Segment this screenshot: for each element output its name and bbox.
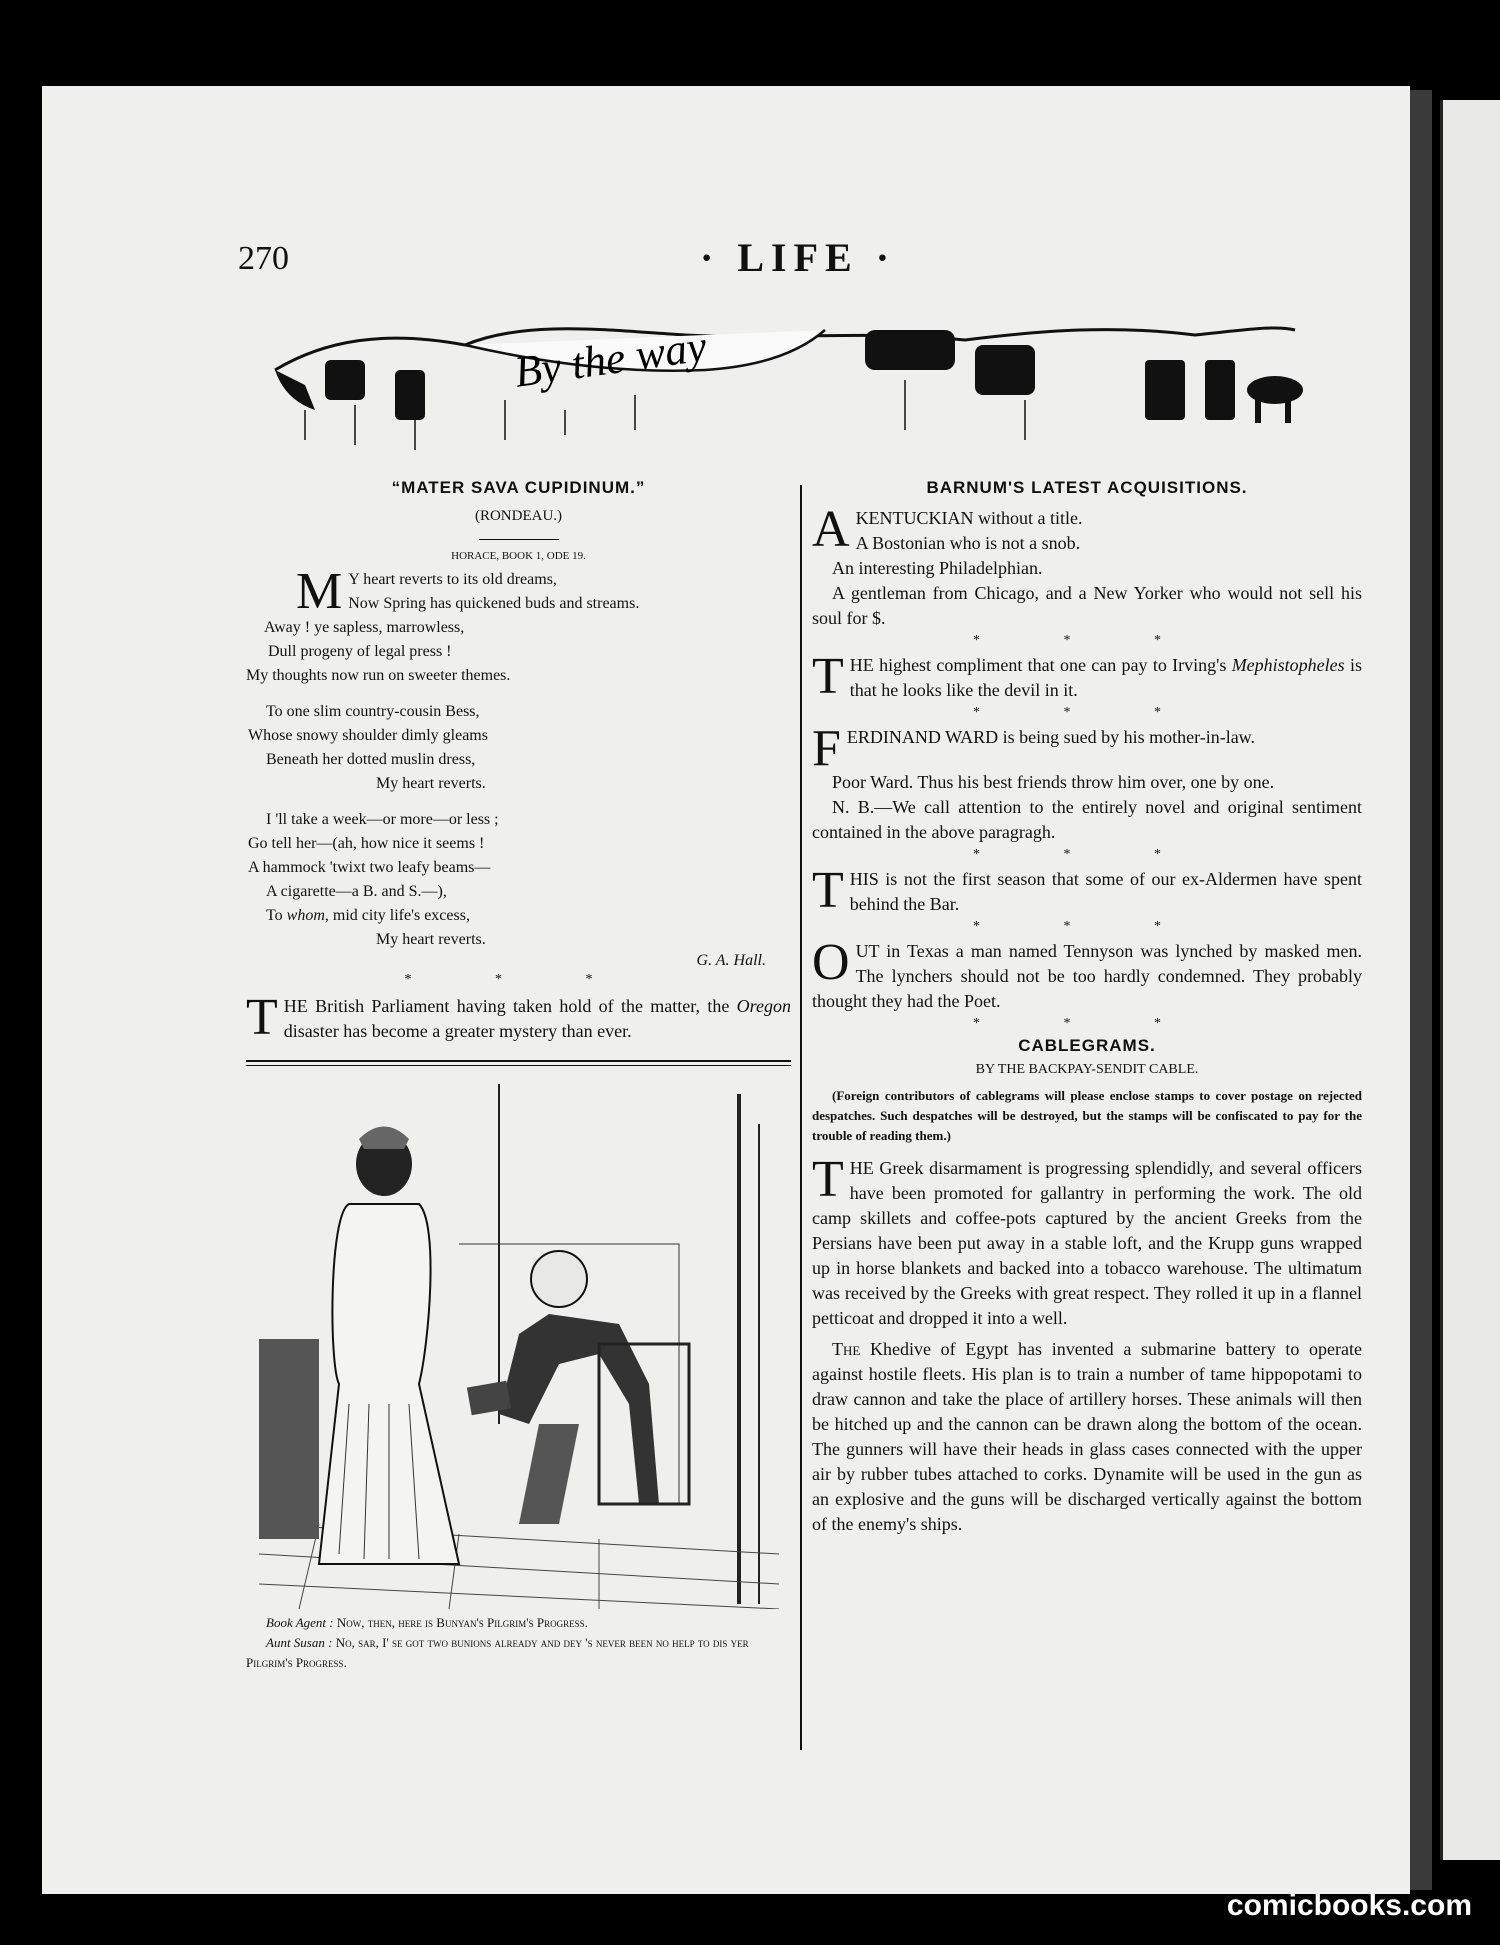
section-title-barnum: BARNUM'S LATEST ACQUISITIONS. <box>926 478 1248 497</box>
drop-cap: T <box>812 1151 844 1208</box>
caption-speaker: Aunt Susan : <box>266 1635 333 1650</box>
poem-attribution: HORACE, BOOK 1, ODE 19. <box>451 550 586 562</box>
page-gutter <box>1410 90 1432 1890</box>
caption-line-2 <box>246 1633 791 1673</box>
cartoon-caption <box>246 1613 791 1673</box>
poem-italic: whom <box>286 907 325 924</box>
paragraph-italic: Mephistopheles <box>1231 655 1345 675</box>
poem-line: My heart reverts. <box>376 931 486 948</box>
paragraph-text: UT in Texas a man named Tennyson was lynched by masked men. The lynchers should not be too hardly condemned. They probably thought they had the Poet. <box>812 941 1362 1011</box>
poem-line: To one slim country-cousin Bess, <box>266 703 480 720</box>
drop-cap: F <box>812 720 841 777</box>
drop-cap: A <box>812 501 850 558</box>
paragraph-text: disaster has become a greater mystery than ever. <box>283 1021 632 1041</box>
drop-cap: T <box>246 989 278 1046</box>
poem-text: , mid city life's excess, <box>324 907 470 924</box>
poem-line: Beneath her dotted muslin dress, <box>266 751 476 768</box>
section-title-cablegrams: CABLEGRAMS. <box>1018 1036 1156 1055</box>
poem-stanza-2 <box>246 700 791 796</box>
drop-cap: M <box>296 563 343 620</box>
paragraph-text: HE highest compliment that one can pay to Irving's <box>849 655 1232 675</box>
left-column <box>246 478 791 1673</box>
caption-line-1 <box>246 1613 791 1633</box>
poem-line: Now Spring has quickened buds and streams. <box>348 595 640 612</box>
section-stars: * * * <box>973 847 1201 862</box>
column-divider <box>800 485 802 1750</box>
barnum-line: A gentleman from Chicago, and a New Yorker who would not sell his soul for $. <box>812 583 1362 628</box>
poem-subtitle: (RONDEAU.) <box>474 508 563 524</box>
poem-line: Y heart reverts to its old dreams, <box>348 571 557 588</box>
facing-page-edge <box>1440 100 1500 1860</box>
paragraph-text: ERDINAND WARD is being sued by his mother-in-law. <box>846 727 1256 747</box>
banner-text: By the way <box>511 321 710 397</box>
cablegrams-subtitle: BY THE BACKPAY-SENDIT CABLE. <box>975 1062 1199 1077</box>
drop-cap: T <box>812 648 844 705</box>
poem-line: Away ! ye sapless, marrowless, <box>264 619 465 636</box>
poem-signature: G. A. Hall. <box>696 952 766 969</box>
paragraph-text: KENTUCKIAN without a title. <box>855 508 1083 528</box>
poem-line: A hammock 'twixt two leafy beams— <box>248 859 491 876</box>
section-stars: * * * <box>973 1016 1201 1031</box>
paragraph-text: is that he looks like the devil in it. <box>849 655 1362 700</box>
double-rule <box>246 1060 791 1066</box>
ward-paragraph <box>812 720 1362 777</box>
poem-text: To <box>266 907 287 924</box>
section-stars: * * * <box>973 919 1201 934</box>
section-stars: * * * <box>973 705 1201 720</box>
paragraph-text: Khedive of Egypt has invented a submarine battery to operate against hostile fleets. His plan is to train a number of tame hippopotami to draw cannon and take the place of artillery horses. These animals will then be hitched up and the cannon can be drawn along the bottom of the ocean. The gunners will have their heads in glass cases connected with the upper air by rubber tubes attached to corks. Dynamite will be used in the gun as an explosive and the guns will be discharged vertically against the bottom of the enemy's ships. <box>812 1339 1362 1534</box>
cartoon-illustration <box>259 1084 779 1609</box>
ward-line: Poor Ward. Thus his best friends throw him over, one by one. <box>832 772 1275 792</box>
drop-cap: O <box>812 934 850 991</box>
caption-text: No, sar, I' se got two bunions already and dey 's never been no help to dis yer Pilgrim's Progress. <box>246 1635 749 1670</box>
poem-title: “MATER SAVA CUPIDINUM.” <box>391 478 646 497</box>
khedive-paragraph <box>812 1337 1362 1537</box>
parliament-paragraph <box>246 989 791 1046</box>
page-number: 270 <box>238 240 289 277</box>
by-the-way-banner <box>265 300 1325 450</box>
section-stars: * * * <box>404 972 633 987</box>
drop-cap: T <box>812 862 844 919</box>
aldermen-paragraph <box>812 862 1362 919</box>
section-stars: * * * <box>973 633 1201 648</box>
ward-line: N. B.—We call attention to the entirely novel and original sentiment contained in the above paragragh. <box>812 797 1362 842</box>
paragraph-text: A Bostonian who is not a snob. <box>855 533 1081 553</box>
irving-paragraph <box>812 648 1362 705</box>
masthead: · LIFE · <box>700 235 897 280</box>
caption-speaker: Book Agent : <box>266 1615 334 1630</box>
paragraph-text: HIS is not the first season that some of our ex-Aldermen have spent behind the Bar. <box>849 869 1362 914</box>
watermark: comicbooks.com <box>1226 1889 1472 1922</box>
right-column <box>812 478 1362 1537</box>
paragraph-italic: Oregon <box>736 996 791 1016</box>
texas-paragraph <box>812 934 1362 1014</box>
poem-stanza-1 <box>246 563 791 688</box>
caption-text: Now, then, here is Bunyan's Pilgrim's Progress. <box>333 1615 588 1630</box>
poem-line: Whose snowy shoulder dimly gleams <box>248 727 488 744</box>
poem-line <box>266 904 791 928</box>
cablegrams-note: (Foreign contributors of cablegrams will please enclose stamps to cover postage on rejected despatches. Such despatches will be destroyed, but the stamps will be confiscated to pay for the trouble of reading them.) <box>812 1088 1362 1143</box>
poem-stanza-3 <box>246 808 791 952</box>
poem-line: I 'll take a week—or more—or less ; <box>266 811 499 828</box>
poem-line: A cigarette—a B. and S.—), <box>266 883 447 900</box>
divider <box>479 539 559 540</box>
barnum-line: An interesting Philadelphian. <box>832 558 1043 578</box>
poem-line: Dull progeny of legal press ! <box>268 643 452 660</box>
poem-line: Go tell her—(ah, how nice it seems ! <box>248 835 485 852</box>
barnum-paragraph <box>812 501 1362 558</box>
paragraph-text: HE Greek disarmament is progressing splendidly, and several officers have been promoted for gallantry in performing the work. The old camp skillets and coffee-pots captured by the ancient Greeks from the Persians have been put away in a stable loft, and the Krupp guns wrapped up in horse blankets and backed into a tobacco warehouse. The ultimatum was received by the Greeks with great respect. They rolled it up in a flannel petticoat and dropped it into a well. <box>812 1158 1362 1328</box>
paragraph-text: HE British Parliament having taken hold of the matter, the <box>283 996 737 1016</box>
paragraph-lead: The <box>832 1339 861 1359</box>
poem-line: My heart reverts. <box>376 775 486 792</box>
greek-paragraph <box>812 1151 1362 1331</box>
poem-line: My thoughts now run on sweeter themes. <box>246 667 511 684</box>
